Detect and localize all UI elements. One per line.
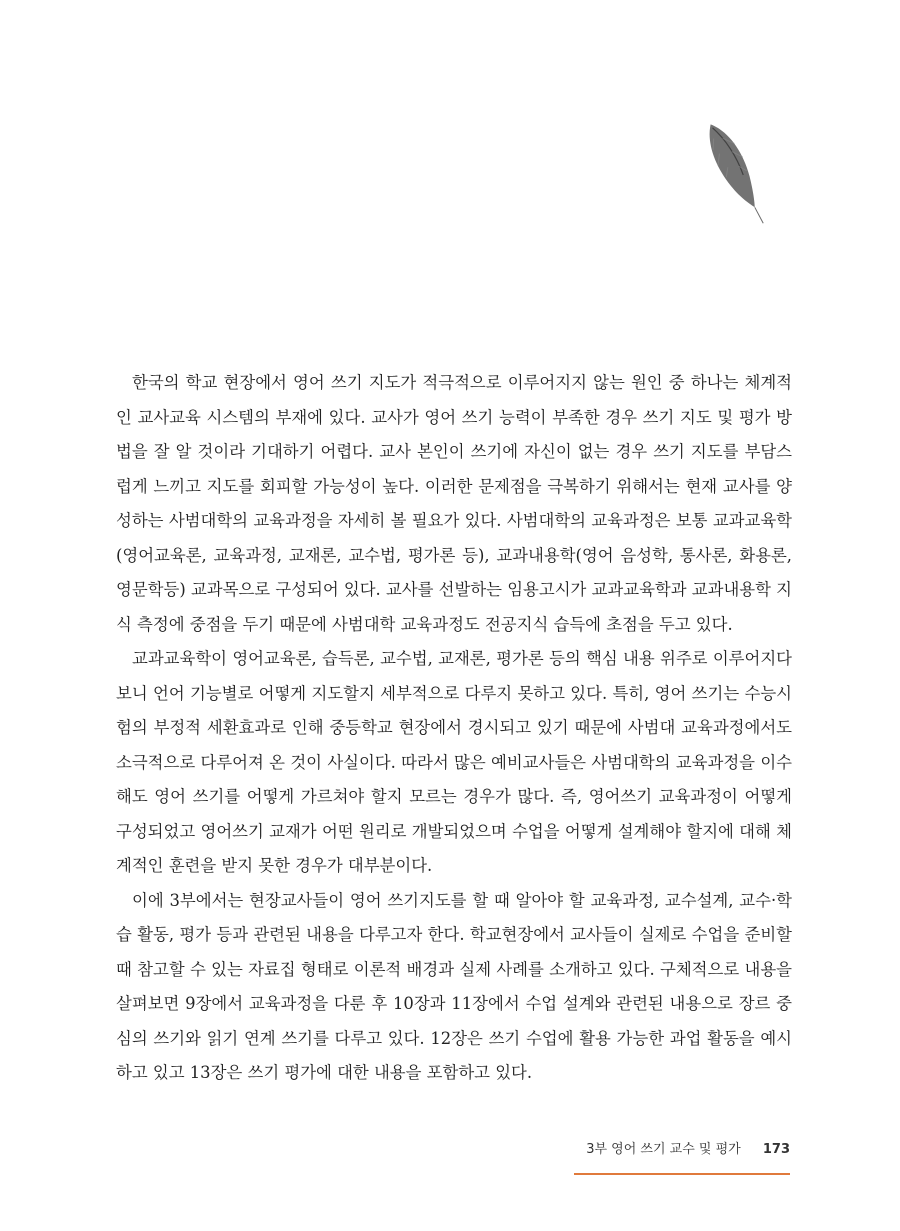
paragraph-3: 이에 3부에서는 현장교사들이 영어 쓰기지도를 할 때 알아야 할 교육과정, 교수설계, 교수·학습 활동, 평가 등과 관련된 내용을 다루고자 한다. 학교현장에서 교사들이 실제로 수업을 준비할 때 참고할 수 있는 자료집 형태로 이론적 배경과 실제 사례를 소개하고 있다. 구체적으로 내용을 살펴보면 9장에서 교육과정을 다룬 후 10장과 11장에서 수업 설계와 관련된 내용으로 장르 중심의 쓰기와 읽기 연계 쓰기를 다루고 있다. 12장은 쓰기 수업에 활용 가능한 과업 활동을 예시하고 있고 13장은 쓰기 평가에 대한 내용을 포함하고 있다. bbox=[116, 890, 792, 1082]
paragraph-2: 교과교육학이 영어교육론, 습득론, 교수법, 교재론, 평가론 등의 핵심 내용 위주로 이루어지다 보니 언어 기능별로 어떻게 지도할지 세부적으로 다루지 못하고 있다. 특히, 영어 쓰기는 수능시험의 부정적 세환효과로 인해 중등학교 현장에서 경시되고 있기 때문에 사범대 교육과정에서도 소극적으로 다루어져 온 것이 사실이다. 따라서 많은 예비교사들은 사범대학의 교육과정을 이수해도 영어 쓰기를 어떻게 가르쳐야 할지 모르는 경우가 많다. 즉, 영어쓰기 교육과정이 어떻게 구성되었고 영어쓰기 교재가 어떤 원리로 개발되었으며 수업을 어떻게 설계해야 할지에 대해 체계적인 훈련을 받지 못한 경우가 대부분이다. bbox=[116, 649, 792, 875]
running-chapter-title: 3부 영어 쓰기 교수 및 평가 bbox=[586, 1142, 741, 1157]
footer-rule bbox=[574, 1173, 790, 1175]
feather-icon bbox=[696, 112, 776, 232]
paragraph-1: 한국의 학교 현장에서 영어 쓰기 지도가 적극적으로 이루어지지 않는 원인 중 하나는 체계적인 교사교육 시스템의 부재에 있다. 교사가 영어 쓰기 능력이 부족한 경우 쓰기 지도 및 평가 방법을 잘 알 것이라 기대하기 어렵다. 교사 본인이 쓰기에 자신이 없는 경우 쓰기 지도를 부담스럽게 느끼고 지도를 회피할 가능성이 높다. 이러한 문제점을 극복하기 위해서는 현재 교사를 양성하는 사범대학의 교육과정을 자세히 볼 필요가 있다. 사범대학의 교육과정은 보통 교과교육학(영어교육론, 교육과정, 교재론, 교수법, 평가론 등), 교과내용학(영어 음성학, 통사론, 화용론, 영문학등) 교과목으로 구성되어 있다. 교사를 선발하는 임용고시가 교과교육학과 교과내용학 지식 측정에 중점을 두기 때문에 사범대학 교육과정도 전공지식 습득에 초점을 두고 있다. bbox=[116, 373, 792, 634]
page-footer bbox=[586, 1138, 790, 1157]
page-number: 173 bbox=[762, 1142, 790, 1157]
body-text bbox=[116, 366, 792, 1091]
